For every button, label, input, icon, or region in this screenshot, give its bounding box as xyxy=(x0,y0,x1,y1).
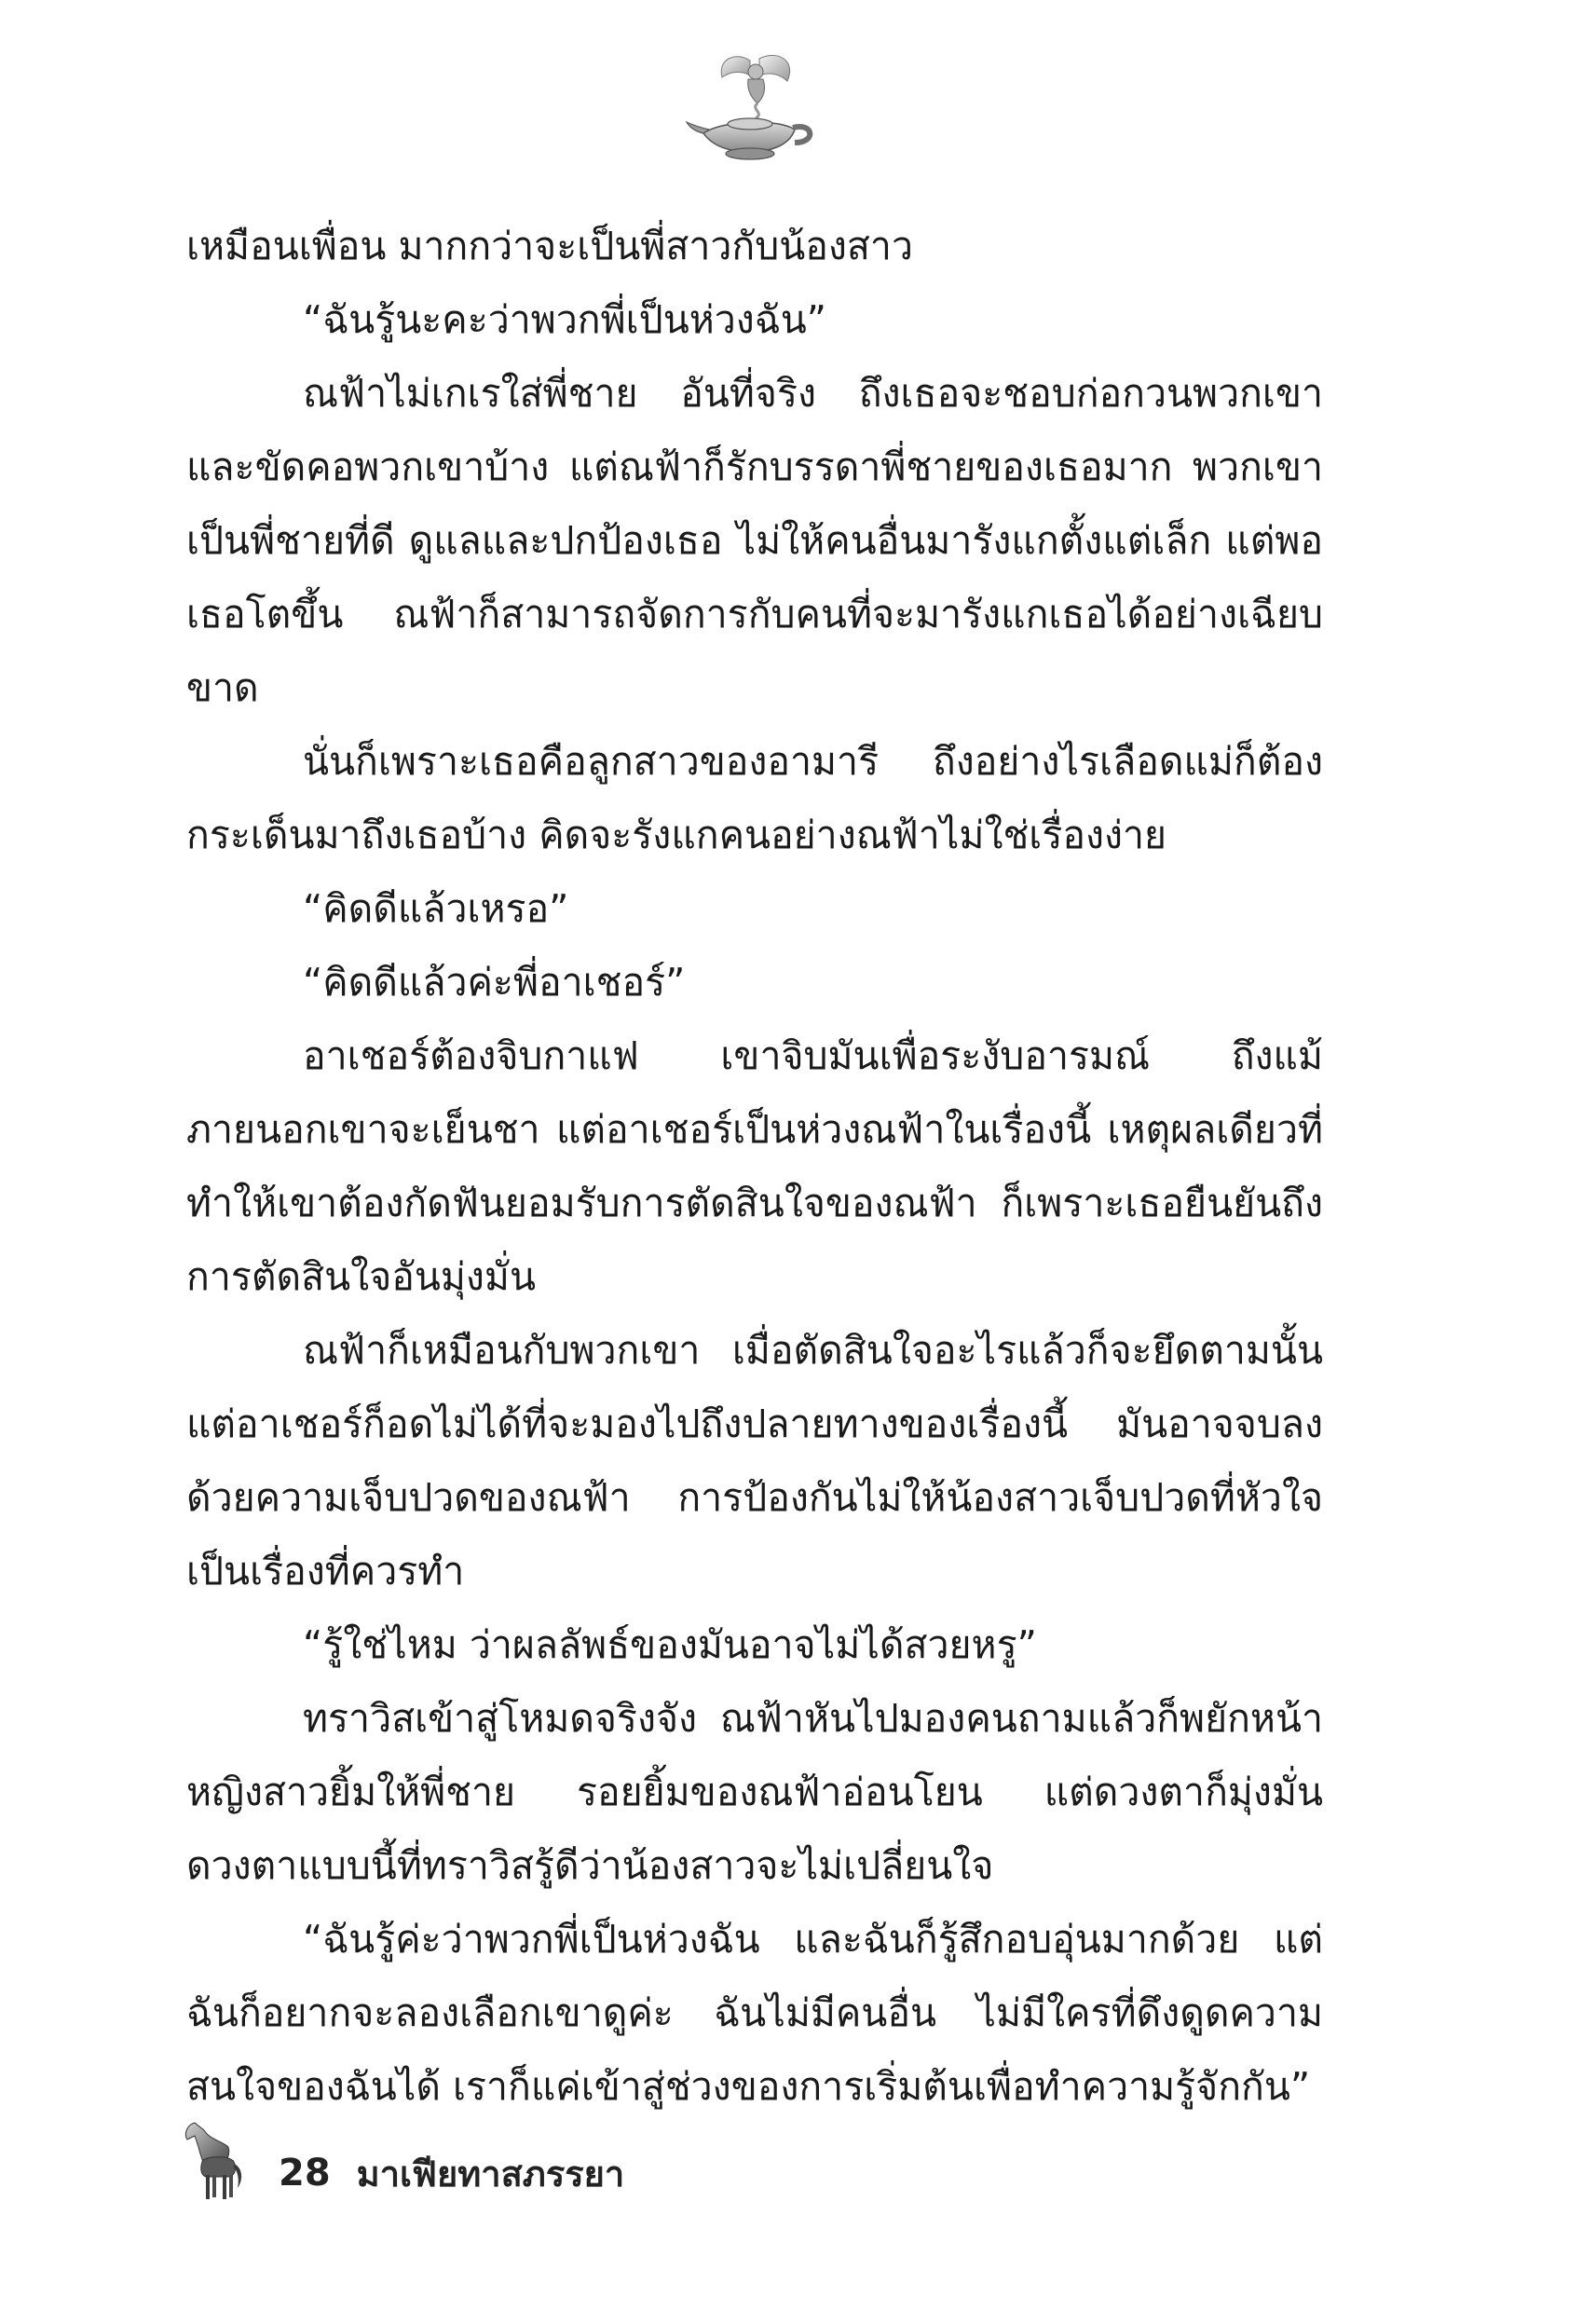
cupid-lamp-ornament-icon xyxy=(685,51,825,163)
paragraph: “ฉันรู้นะคะว่าพวกพี่เป็นห่วงฉัน” xyxy=(303,297,826,342)
page-footer xyxy=(182,2117,624,2201)
paragraph: ณฟ้าไม่เกเรใส่พี่ชาย อันที่จริง ถึงเธอจะชอบก่อกวนพวกเขาและขัดคอพวกเขาบ้าง แต่ณฟ้าก็รักบรรดาพี่ชายของเธอมาก พวกเขาเป็นพี่ชายที่ดี ดูแลและปกป้องเธอ ไม่ให้คนอื่นมารังแกตั้งแต่เล็ก แต่พอเธอโตขึ้น ณฟ้าก็สามารถจัดการกับคนที่จะมารังแกเธอได้อย่างเฉียบขาด xyxy=(186,371,1323,710)
book-title: มาเฟียทาสภรรยา xyxy=(356,2154,625,2195)
horse-icon xyxy=(182,2119,245,2201)
paragraph: นั่นก็เพราะเธอคือลูกสาวของอามารี ถึงอย่างไรเลือดแม่ก็ต้องกระเด็นมาถึงเธอบ้าง คิดจะรังแกคนอย่างณฟ้าไม่ใช่เรื่องง่าย xyxy=(186,739,1323,857)
page-number: 28 xyxy=(279,2152,331,2195)
paragraph: “คิดดีแล้วเหรอ” xyxy=(303,886,569,931)
paragraph: “รู้ใช่ไหม ว่าผลลัพธ์ของมันอาจไม่ได้สวยหรู” xyxy=(303,1622,1037,1667)
paragraph: “คิดดีแล้วค่ะพี่อาเชอร์” xyxy=(303,960,686,1005)
paragraph: เหมือนเพื่อน มากกว่าจะเป็นพี่สาวกับน้องสาว xyxy=(186,224,913,268)
paragraph: ณฟ้าก็เหมือนกับพวกเขา เมื่อตัดสินใจอะไรแล้วก็จะยึดตามนั้น แต่อาเชอร์ก็อดไม่ได้ที่จะมองไปถึงปลายทางของเรื่องนี้ มันอาจจบลงด้วยความเจ็บปวดของณฟ้า การป้องกันไม่ให้น้องสาวเจ็บปวดที่หัวใจเป็นเรื่องที่ควรทำ xyxy=(186,1328,1323,1593)
body-text xyxy=(186,210,1323,2124)
paragraph: ทราวิสเข้าสู่โหมดจริงจัง ณฟ้าหันไปมองคนถามแล้วก็พยักหน้า หญิงสาวยิ้มให้พี่ชาย รอยยิ้มของณฟ้าอ่อนโยน แต่ดวงตาก็มุ่งมั่น ดวงตาแบบนี้ที่ทราวิสรู้ดีว่าน้องสาวจะไม่เปลี่ยนใจ xyxy=(186,1696,1323,1888)
paragraph: อาเชอร์ต้องจิบกาแฟ เขาจิบมันเพื่อระงับอารมณ์ ถึงแม้ภายนอกเขาจะเย็นชา แต่อาเชอร์เป็นห่วงณฟ้าในเรื่องนี้ เหตุผลเดียวที่ทำให้เขาต้องกัดฟันยอมรับการตัดสินใจของณฟ้า ก็เพราะเธอยืนยันถึงการตัดสินใจอันมุ่งมั่น xyxy=(186,1033,1323,1299)
paragraph: “ฉันรู้ค่ะว่าพวกพี่เป็นห่วงฉัน และฉันก็รู้สึกอบอุ่นมากด้วย แต่ฉันก็อยากจะลองเลือกเขาดูค่ะ ฉันไม่มีคนอื่น ไม่มีใครที่ดึงดูดความสนใจของฉันได้ เราก็แค่เข้าสู่ช่วงของการเริ่มต้นเพื่อทำความรู้จักกัน” xyxy=(186,1917,1323,2109)
